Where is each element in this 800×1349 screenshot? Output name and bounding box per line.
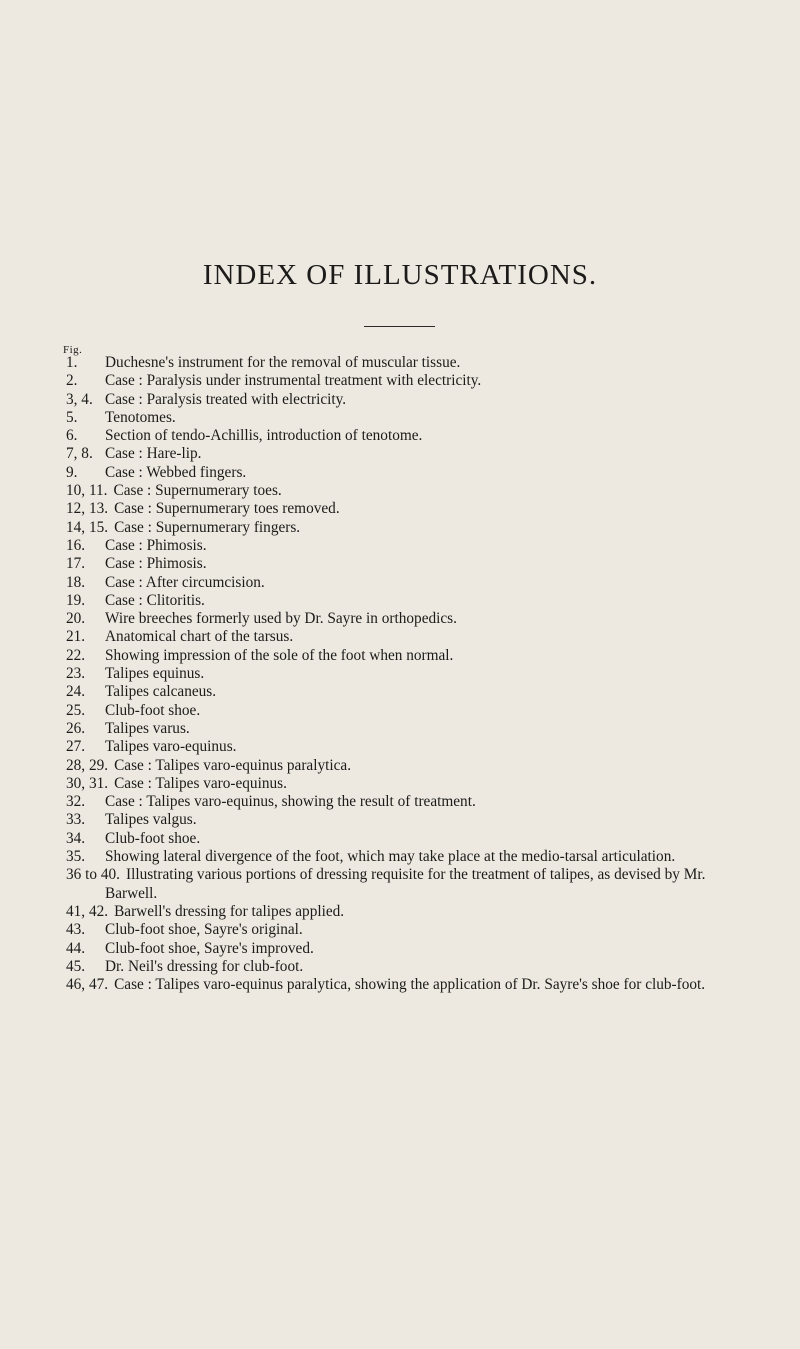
figure-caption: Case : Webbed fingers.: [105, 463, 247, 481]
figure-caption: Club-foot shoe, Sayre's original.: [105, 921, 303, 939]
figure-caption: Illustrating various portions of dressing requisite for the treatment of talipes, as devised by Mr. Barwell.: [105, 866, 706, 902]
index-entry: [66, 976, 756, 994]
figure-caption: Dr. Neil's dressing for club-foot.: [105, 957, 304, 975]
figure-caption: Talipes valgus.: [105, 811, 197, 829]
figure-caption: Case : Phimosis.: [105, 536, 207, 554]
figure-caption: Case : After circumcision.: [105, 573, 265, 591]
index-entry: [66, 555, 756, 573]
index-entry: [66, 427, 756, 445]
figure-caption: Case : Talipes varo-equinus.: [114, 774, 287, 792]
illustration-index-list: [66, 354, 756, 994]
figure-number: 9.: [66, 463, 78, 481]
figure-number: 7, 8.: [66, 445, 93, 463]
index-entry: [66, 354, 756, 372]
figure-caption: Talipes varus.: [105, 719, 190, 737]
figure-number: 44.: [66, 939, 86, 957]
index-entry: [66, 921, 756, 939]
index-entry: [66, 574, 756, 592]
figure-number: 21.: [66, 628, 86, 646]
index-entry: [66, 647, 756, 665]
figure-caption: Showing lateral divergence of the foot, which may take place at the medio-tarsal articulation.: [105, 848, 676, 866]
figure-number: 24.: [66, 683, 86, 701]
index-entry: [66, 628, 756, 646]
index-entry: [66, 848, 756, 866]
figure-number: 2.: [66, 372, 78, 390]
figure-caption: Barwell's dressing for talipes applied.: [114, 902, 345, 920]
index-entry: [66, 757, 756, 775]
index-entry: [66, 464, 756, 482]
figure-caption: Talipes calcaneus.: [105, 683, 217, 701]
figure-number: 35.: [66, 848, 86, 866]
figure-number: 3, 4.: [66, 390, 93, 408]
figure-number: 10, 11.: [66, 482, 108, 500]
figure-number: 5.: [66, 408, 78, 426]
figure-caption: Case : Clitoritis.: [105, 591, 205, 609]
figure-number: 41, 42.: [66, 902, 109, 920]
index-entry: [66, 793, 756, 811]
figure-caption: Club-foot shoe, Sayre's improved.: [105, 939, 314, 957]
figure-caption: Club-foot shoe.: [105, 701, 201, 719]
figure-number: 32.: [66, 793, 86, 811]
index-entry: [66, 811, 756, 829]
figure-number: 6.: [66, 427, 78, 445]
index-entry: [66, 409, 756, 427]
figure-number: 27.: [66, 738, 86, 756]
index-entry: [66, 830, 756, 848]
index-entry: [66, 537, 756, 555]
figure-caption: Case : Supernumerary toes.: [113, 482, 282, 500]
index-entry: [66, 738, 756, 756]
index-entry: [66, 519, 756, 537]
index-entry: [66, 958, 756, 976]
figure-number: 18.: [66, 573, 86, 591]
figure-caption: Section of tendo-Achillis, introduction of tenotome.: [105, 427, 423, 445]
figure-number: 1.: [66, 354, 78, 371]
figure-number: 25.: [66, 701, 86, 719]
figure-caption: Case : Supernumerary toes removed.: [114, 500, 340, 518]
figure-caption: Case : Talipes varo-equinus paralytica, showing the application of Dr. Sayre's shoe for club-foot.: [114, 976, 706, 994]
figure-number: 23.: [66, 665, 86, 683]
figure-number: 46, 47.: [66, 976, 109, 994]
figure-caption: Case : Talipes varo-equinus paralytica.: [114, 756, 352, 774]
figure-number: 45.: [66, 957, 86, 975]
figure-caption: Case : Phimosis.: [105, 555, 207, 573]
figure-number: 17.: [66, 555, 86, 573]
index-entry: [66, 720, 756, 738]
figure-caption: Case : Talipes varo-equinus, showing the result of treatment.: [105, 793, 476, 811]
index-entry: [66, 592, 756, 610]
figure-caption: Duchesne's instrument for the removal of muscular tissue.: [105, 354, 461, 371]
index-entry: [66, 482, 756, 500]
index-entry: [66, 903, 756, 921]
figure-caption: Case : Paralysis under instrumental treatment with electricity.: [105, 372, 482, 390]
figure-caption: Tenotomes.: [105, 408, 176, 426]
index-entry: [66, 866, 756, 903]
figure-caption: Wire breeches formerly used by Dr. Sayre in orthopedics.: [105, 610, 457, 628]
figure-number: 19.: [66, 591, 86, 609]
figure-number: 16.: [66, 536, 86, 554]
figure-number: 20.: [66, 610, 86, 628]
page-title: INDEX OF ILLUSTRATIONS.: [202, 259, 598, 291]
index-entry: [66, 445, 756, 463]
figure-number: 26.: [66, 719, 86, 737]
index-entry: [66, 500, 756, 518]
figure-caption: Anatomical chart of the tarsus.: [105, 628, 294, 646]
figure-number: 22.: [66, 646, 86, 664]
figure-caption: Case : Paralysis treated with electricity.: [105, 390, 347, 408]
index-entry: [66, 610, 756, 628]
figure-number: 14, 15.: [66, 518, 109, 536]
index-entry: [66, 683, 756, 701]
title-rule: [364, 326, 435, 327]
figure-number: 43.: [66, 921, 86, 939]
figure-number: 34.: [66, 829, 86, 847]
figure-caption: Talipes varo-equinus.: [105, 738, 237, 756]
figure-number: 33.: [66, 811, 86, 829]
index-entry: [66, 702, 756, 720]
figure-number: 30, 31.: [66, 774, 109, 792]
figure-caption: Talipes equinus.: [105, 665, 205, 683]
figure-caption: Showing impression of the sole of the foot when normal.: [105, 646, 454, 664]
index-entry: [66, 665, 756, 683]
index-entry: [66, 940, 756, 958]
figure-caption: Club-foot shoe.: [105, 829, 201, 847]
figure-number: 12, 13.: [66, 500, 109, 518]
figure-number: 36 to 40.: [66, 866, 120, 884]
figure-number: 28, 29.: [66, 756, 109, 774]
index-entry: [66, 775, 756, 793]
index-entry: [66, 372, 756, 390]
figure-caption: Case : Supernumerary fingers.: [114, 518, 301, 536]
figure-caption: Case : Hare-lip.: [105, 445, 202, 463]
index-entry: [66, 391, 756, 409]
fig-column-label: Fig.: [63, 344, 83, 356]
